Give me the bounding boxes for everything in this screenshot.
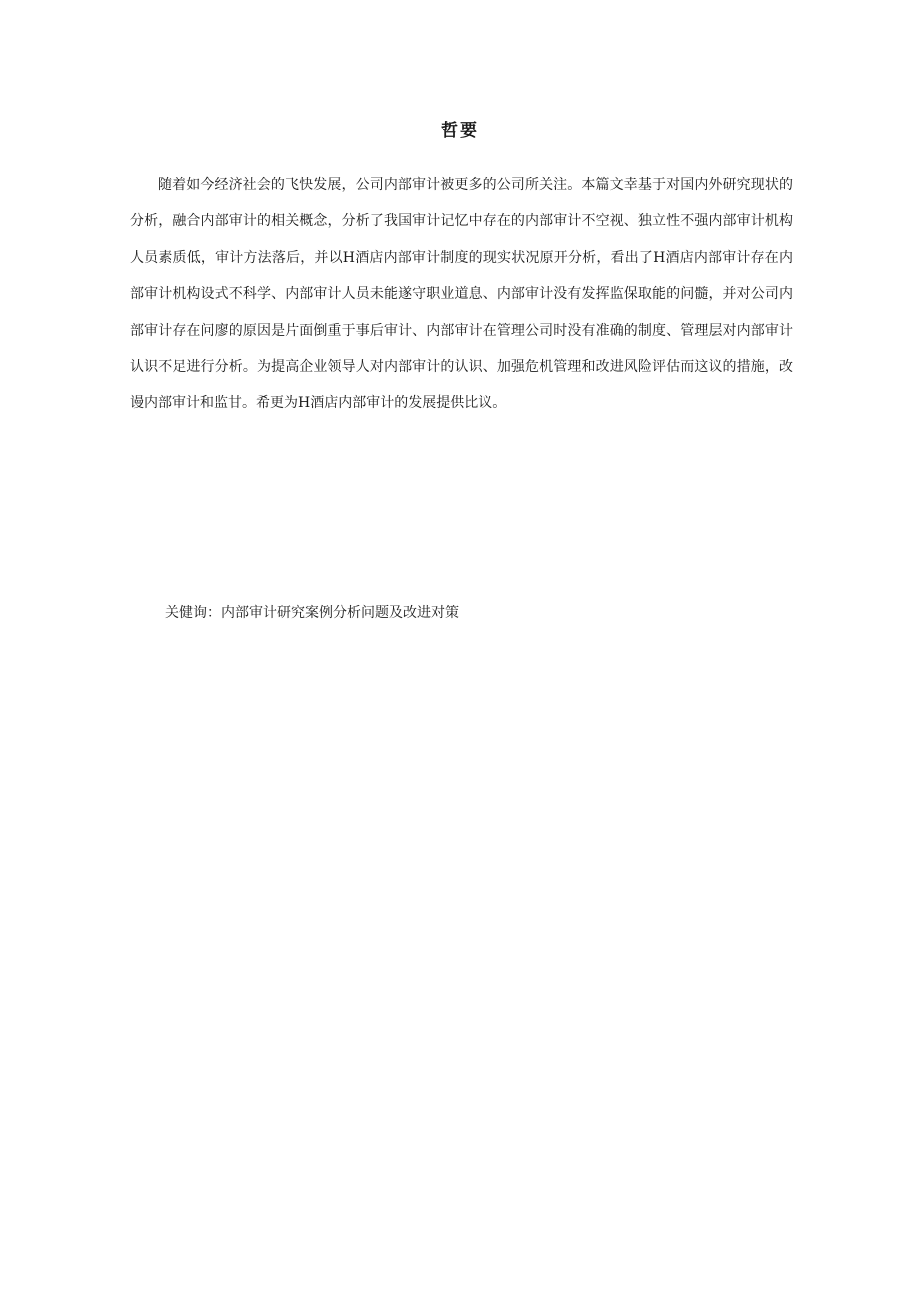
keywords-text: 内部审计研究案例分析问题及改进对策 <box>221 605 459 621</box>
abstract-title: 哲要 <box>441 121 479 141</box>
keywords-line <box>165 600 459 626</box>
abstract-body: 随着如今经济社会的飞快发展，公司内部审计被更多的公司所关注。本篇文幸基于对国内外研究现状的分析，融合内部审计的相关概念，分析了我国审计记忆中存在的内部审计不空视、独立性不强内部审计机构人员素质低，审计方法落后，并以H酒店内部审计制度的现实状况原开分析，看出了H酒店内部审计存在内部审计机构设式不科学、内部审计人员未能遂守职业道息、内部审计没有发挥监保取能的问髓，并对公司内部审计存在问廖的原因是片面倒重于事后审计、内部审计在管理公司时没有准确的制度、管理层对内部审计认识不足进行分析。为提高企业领导人对内部审计的认识、加强危机管理和改进风险评估而这议的措施，改谩内部审计和监甘。希更为H酒店内部审计的发展提供比议。 <box>130 177 793 412</box>
keywords-label: 关健询： <box>165 605 221 621</box>
